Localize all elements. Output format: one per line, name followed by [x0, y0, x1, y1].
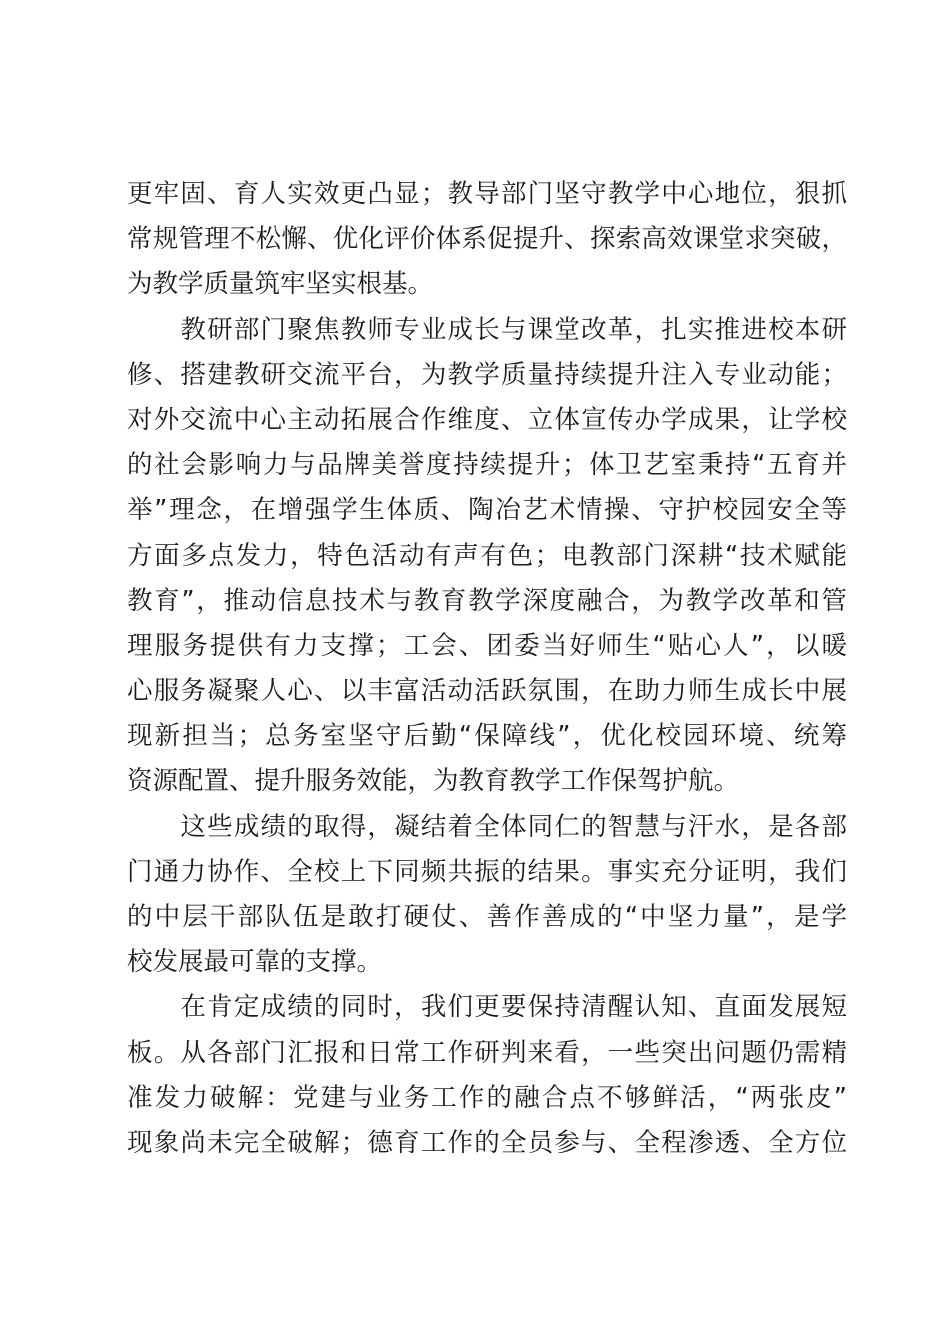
text-line: 心服务凝聚人心、以丰富活动活跃氛围，在助力师生成长中展 — [127, 676, 847, 707]
text-line: 资源配置、提升服务效能，为教育教学工作保驾护航。 — [127, 766, 740, 797]
text-line: 举”理念，在增强学生体质、陶冶艺术情操、守护校园安全等 — [127, 495, 847, 526]
text-line: 方面多点发力，特色活动有声有色；电教部门深耕“技术赋能 — [127, 540, 847, 571]
text-line: 校发展最可靠的支撑。 — [127, 947, 383, 978]
paragraph — [127, 985, 847, 1166]
text-line: 教育”，推动信息技术与教育教学深度融合，为教学改革和管 — [127, 585, 847, 616]
text-line: 对外交流中心主动拓展合作维度、立体宣传办学成果，让学校 — [127, 404, 847, 435]
text-line: 现新担当；总务室坚守后勤“保障线”，优化校园环境、统筹 — [127, 721, 847, 752]
text-line: 的社会影响力与品牌美誉度持续提升；体卫艺室秉持“五育并 — [127, 450, 847, 481]
text-line: 常规管理不松懈、优化评价体系促提升、探索高效课堂求突破， — [127, 224, 847, 255]
text-line: 现象尚未完全破解；德育工作的全员参与、全程渗透、全方位 — [127, 1127, 847, 1158]
text-line: 门通力协作、全校上下同频共振的结果。事实充分证明，我们 — [127, 856, 847, 887]
text-line: 修、搭建教研交流平台，为教学质量持续提升注入专业动能； — [127, 359, 847, 390]
paragraph — [127, 805, 847, 986]
text-line: 理服务提供有力支撑；工会、团委当好师生“贴心人”，以暖 — [127, 630, 847, 661]
text-line: 教研部门聚焦教师专业成长与课堂改革，扎实推进校本研 — [127, 314, 847, 345]
text-line: 的中层干部队伍是敢打硬仗、善作善成的“中坚力量”，是学 — [127, 902, 847, 932]
body-text — [127, 172, 847, 1166]
text-line: 板。从各部门汇报和日常工作研判来看，一些突出问题仍需精 — [127, 1037, 847, 1068]
text-line: 在肯定成绩的同时，我们更要保持清醒认知、直面发展短 — [127, 992, 847, 1023]
text-line: 这些成绩的取得，凝结着全体同仁的智慧与汗水，是各部 — [127, 811, 847, 842]
text-line: 为教学质量筑牢坚实根基。 — [127, 269, 434, 300]
paragraph — [127, 308, 847, 805]
paragraph — [127, 172, 847, 308]
text-line: 更牢固、育人实效更凸显；教导部门坚守教学中心地位，狠抓 — [127, 179, 847, 209]
text-line: 准发力破解：党建与业务工作的融合点不够鲜活，“两张皮” — [127, 1082, 847, 1113]
